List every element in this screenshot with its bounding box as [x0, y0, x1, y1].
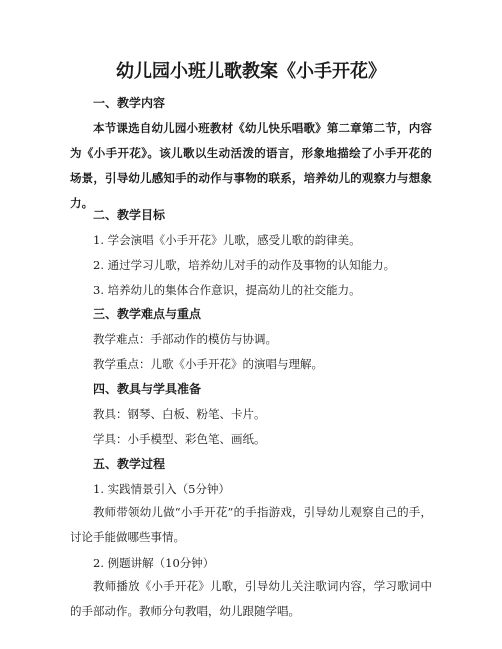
section-heading-materials: 四、教具与学具准备 — [93, 382, 202, 396]
process-step-1-text: 教师带领幼儿做“小手开花”的手指游戏，引导幼儿观察自己的手，讨论手能做哪些事情。 — [70, 505, 432, 544]
section-heading-objectives: 二、教学目标 — [93, 208, 166, 222]
focus-line: 教学重点：儿歌《小手开花》的演唱与理解。 — [93, 357, 323, 371]
section-heading-content: 一、教学内容 — [93, 96, 166, 110]
learning-aids-line: 学具：小手模型、彩色笔、画纸。 — [93, 432, 266, 446]
section-content-paragraph: 本节课选自幼儿园小班教材《幼儿快乐唱歌》第二章第二节，内容为《小手开花》。该儿歌以生动活泼的语言，形象地描绘了小手开花的场景，引导幼儿感知手的动作与事物的联系，培养幼儿的观察力与想象力。 — [70, 121, 432, 210]
teaching-aids-line: 教具：钢琴、白板、粉笔、卡片。 — [93, 407, 266, 421]
section-heading-key-points: 三、教学难点与重点 — [93, 307, 202, 321]
difficulty-line: 教学难点：手部动作的模仿与协调。 — [93, 332, 277, 346]
document-title: 幼儿园小班儿歌教案《小手开花》 — [116, 61, 386, 82]
process-step-1: 1. 实践情景引入（5分钟） — [93, 482, 230, 496]
objective-item-1: 1. 学会演唱《小手开花》儿歌，感受儿歌的韵律美。 — [93, 233, 361, 247]
process-step-2: 2. 例题讲解（10分钟） — [93, 556, 215, 570]
objective-item-2: 2. 通过学习儿歌，培养幼儿对手的动作及事物的认知能力。 — [93, 258, 396, 272]
process-step-2-text: 教师播放《小手开花》儿歌，引导幼儿关注歌词内容，学习歌词中的手部动作。教师分句教唱，幼儿跟随学唱。 — [70, 579, 432, 618]
objective-item-3: 3. 培养幼儿的集体合作意识，提高幼儿的社交能力。 — [93, 283, 361, 297]
section-heading-process: 五、教学过程 — [93, 457, 166, 471]
